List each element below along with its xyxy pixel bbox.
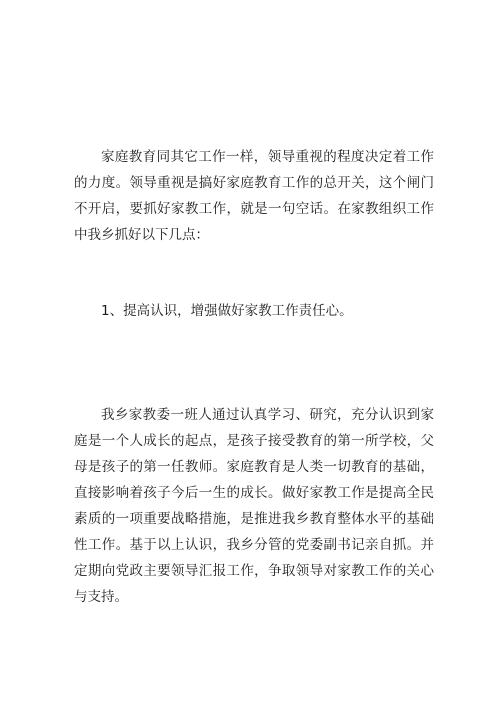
section-heading: 1、提高认识，增强做好家教工作责任心。: [101, 303, 353, 319]
body-paragraph: 我乡家教委一班人通过认真学习、研究，充分认识到家庭是一个人成长的起点，是孩子接受教育的第一所学校，父母是孩子的第一任教师。家庭教育是人类一切教育的基础，直接影响着孩子今后一生的成长。做好家教工作是提高全民素质的一项重要战略措施，是推进我乡教育整体水平的基础性工作。基于以上认识，我乡分管的党委副书记亲自抓。并定期向党政主要领导汇报工作，争取领导对家教工作的关心与支持。: [74, 407, 434, 605]
intro-paragraph: 家庭教育同其它工作一样，领导重视的程度决定着工作的力度。领导重视是搞好家庭教育工作的总开关，这个闸门不开启，要抓好家教工作，就是一句空话。在家教组织工作中我乡抓好以下几点：: [74, 149, 434, 243]
